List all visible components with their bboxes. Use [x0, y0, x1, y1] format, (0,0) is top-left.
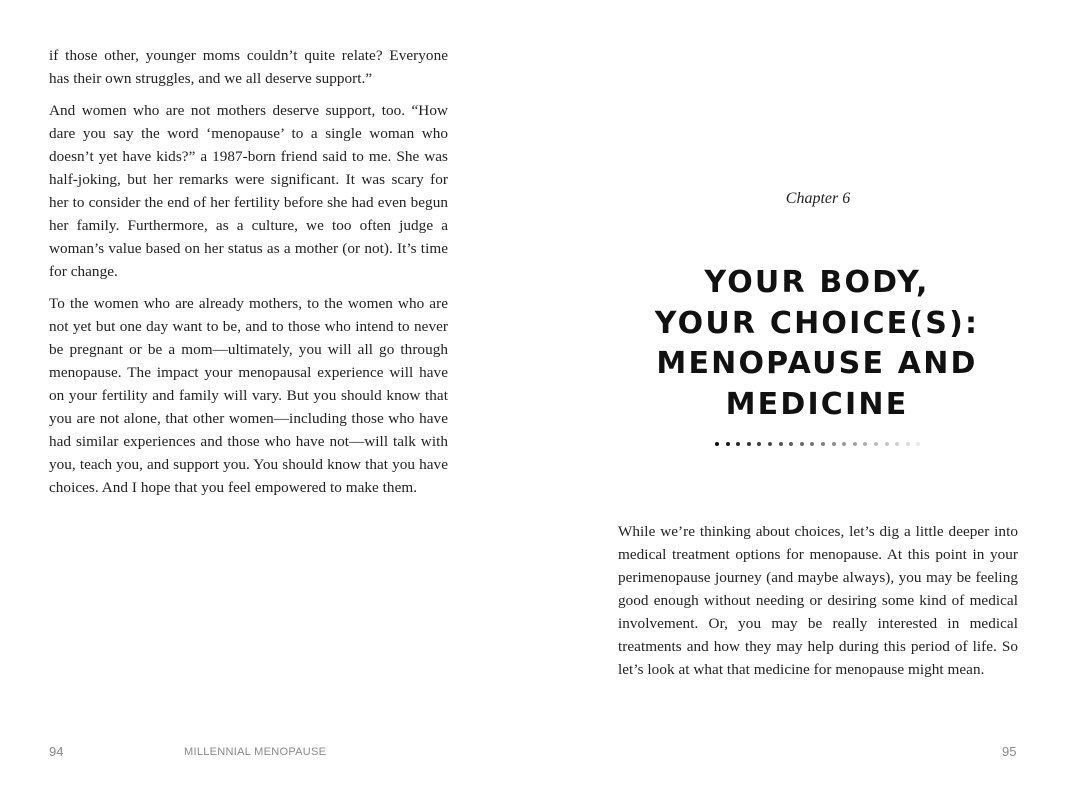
dot-icon: [821, 442, 825, 446]
dot-icon: [736, 442, 740, 446]
page-number-left: 94: [49, 744, 64, 759]
dot-icon: [779, 442, 783, 446]
paragraph: While we’re thinking about choices, let’s dig a little deeper into medical treatment options for menopause. At this point in your perimenopause journey (and maybe always), you may be feeling good enough without needing or desiring some kind of medical involvement. Or, you may be really interested in medical treatments and how they may help during this period of life. So let’s look at what that medicine for menopause might mean.: [618, 523, 1018, 678]
page-number-right: 95: [1002, 744, 1017, 759]
paragraph: if those other, younger moms couldn’t quite relate? Everyone has their own struggles, and we all deserve support.”: [49, 47, 448, 87]
dot-icon: [863, 442, 867, 446]
running-head: MILLENNIAL MENOPAUSE: [184, 746, 327, 758]
dot-icon: [885, 442, 889, 446]
chapter-title-line: MEDICINE: [725, 386, 909, 422]
dot-icon: [874, 442, 878, 446]
chapter-title: [651, 263, 983, 425]
dot-icon: [747, 442, 751, 446]
dot-icon: [916, 442, 920, 446]
left-page-body: [49, 44, 448, 508]
dot-icon: [895, 442, 899, 446]
dot-icon: [800, 442, 804, 446]
dot-icon: [726, 442, 730, 446]
right-page-body: [618, 520, 1018, 690]
paragraph: And women who are not mothers deserve support, too. “How dare you say the word ‘menopause’ to a single woman who doesn’t yet have kids?” a 1987-born friend said to me. She was half-joking, but her remarks were significant. It was scary for her to consider the end of her fertility before she had even begun her family. Furthermore, as a culture, we too often judge a woman’s value based on her status as a mother (or not). It’s time for change.: [49, 102, 448, 280]
right-page: [533, 0, 1066, 799]
chapter-title-line: MENOPAUSE AND: [656, 346, 978, 381]
fading-dots-divider-icon: [715, 442, 920, 448]
dot-icon: [832, 442, 836, 446]
dot-icon: [810, 442, 814, 446]
chapter-title-line: YOUR BODY,: [704, 265, 930, 300]
dot-icon: [715, 442, 719, 446]
dot-icon: [757, 442, 761, 446]
chapter-title-line: YOUR CHOICE(S):: [654, 305, 980, 341]
paragraph: To the women who are already mothers, to the women who are not yet but one day want to be, and to those who intend to never be pregnant or be a mom—ultimately, you will all go through menopause. The impact your menopausal experience will have on your fertility and family will vary. But you should know that you are not alone, that other women—including those who have had similar experiences and those who have not—will talk with you, teach you, and support you. You should know that you have choices. And I hope that you feel empowered to make them.: [49, 295, 448, 496]
dot-icon: [842, 442, 846, 446]
dot-icon: [906, 442, 910, 446]
chapter-label: Chapter 6: [785, 190, 851, 207]
dot-icon: [853, 442, 857, 446]
dot-icon: [768, 442, 772, 446]
dot-icon: [789, 442, 793, 446]
